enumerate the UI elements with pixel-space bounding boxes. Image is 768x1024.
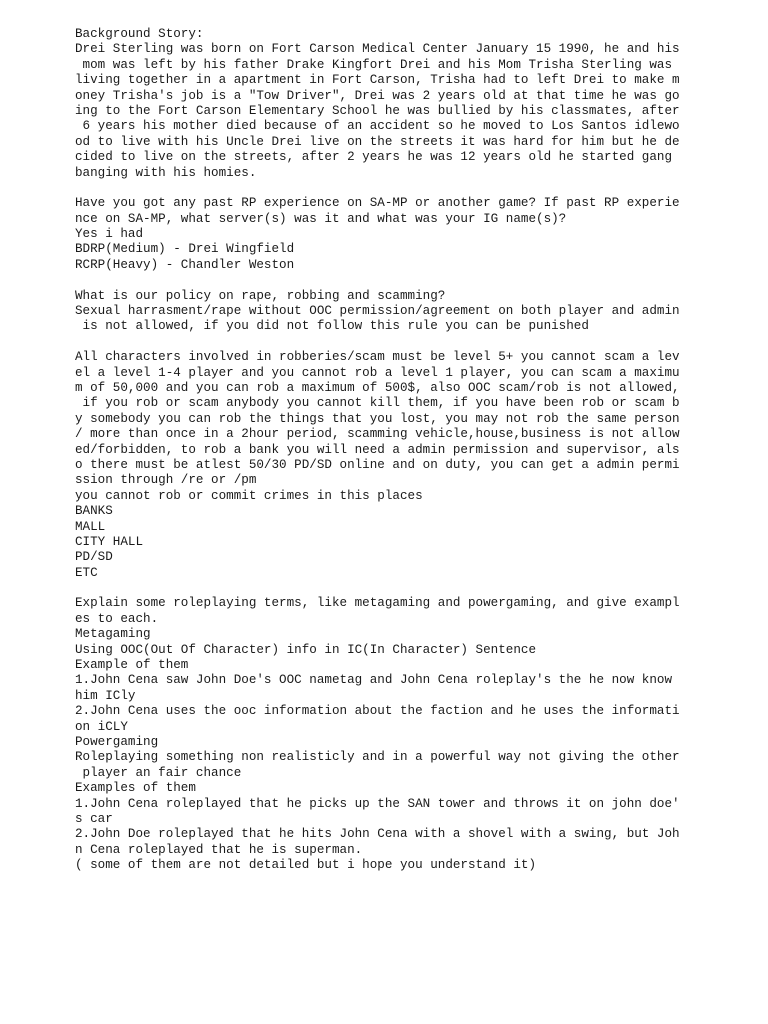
document-line: ing to the Fort Carson Elementary School he was bullied by his classmates, after bbox=[75, 103, 680, 118]
document-line: 2.John Doe roleplayed that he hits John Cena with a shovel with a swing, but Joh bbox=[75, 827, 680, 842]
document-line bbox=[75, 273, 695, 288]
document-line: Examples of them bbox=[75, 781, 196, 796]
document-line: oney Trisha's job is a "Tow Driver", Drei was 2 years old at that time he was go bbox=[75, 88, 680, 103]
document-line: ( some of them are not detailed but i hope you understand it) bbox=[75, 858, 537, 873]
document-line: n Cena roleplayed that he is superman. bbox=[75, 842, 363, 857]
document-line: All characters involved in robberies/scam must be level 5+ you cannot scam a lev bbox=[75, 350, 680, 365]
document-line: BANKS bbox=[75, 504, 113, 519]
document-line: 1.John Cena roleplayed that he picks up the SAN tower and throws it on john doe' bbox=[75, 796, 680, 811]
document-line: living together in a apartment in Fort Carson, Trisha had to left Drei to make m bbox=[75, 73, 680, 88]
document-line: him ICly bbox=[75, 688, 136, 703]
document-line: ETC bbox=[75, 565, 98, 580]
document-line: Explain some roleplaying terms, like metagaming and powergaming, and give exampl bbox=[75, 596, 680, 611]
document-line bbox=[75, 335, 695, 350]
document-line: s car bbox=[75, 811, 113, 826]
document-line: nce on SA-MP, what server(s) was it and what was your IG name(s)? bbox=[75, 211, 567, 226]
document-line: MALL bbox=[75, 519, 106, 534]
document-line: Yes i had bbox=[75, 227, 144, 242]
document-line: Roleplaying something non realisticly and in a powerful way not giving the other bbox=[75, 750, 680, 765]
document-line: 1.John Cena saw John Doe's OOC nametag and John Cena roleplay's the he now know bbox=[75, 673, 673, 688]
document-line: 6 years his mother died because of an accident so he moved to Los Santos idlewo bbox=[75, 119, 680, 134]
document-line bbox=[75, 581, 695, 596]
document-line: player an fair chance bbox=[75, 765, 242, 780]
document-line: What is our policy on rape, robbing and scamming? bbox=[75, 288, 446, 303]
document-line: Drei Sterling was born on Fort Carson Medical Center January 15 1990, he and his bbox=[75, 42, 680, 57]
document-line: y somebody you can rob the things that you lost, you may not rob the same person bbox=[75, 411, 680, 426]
document-line: ed/forbidden, to rob a bank you will need a admin permission and supervisor, als bbox=[75, 442, 680, 457]
document-line: mom was left by his father Drake Kingfort Drei and his Mom Trisha Sterling was bbox=[75, 57, 673, 72]
document-line: m of 50,000 and you can rob a maximum of 500$, also OOC scam/rob is not allowed, bbox=[75, 380, 680, 395]
document-line: od to live with his Uncle Drei live on the streets it was hard for him but he de bbox=[75, 134, 680, 149]
document-line: 2.John Cena uses the ooc information about the faction and he uses the informati bbox=[75, 704, 680, 719]
document-line: BDRP(Medium) - Drei Wingfield bbox=[75, 242, 295, 257]
document-line: es to each. bbox=[75, 611, 159, 626]
document-line: ssion through /re or /pm bbox=[75, 473, 257, 488]
document-body bbox=[75, 27, 695, 873]
document-line: el a level 1-4 player and you cannot rob a level 1 player, you can scam a maximu bbox=[75, 365, 680, 380]
document-line: Background Story: bbox=[75, 27, 204, 41]
document-line: PD/SD bbox=[75, 550, 113, 565]
document-line: on iCLY bbox=[75, 719, 128, 734]
document-line: banging with his homies. bbox=[75, 165, 257, 180]
document-line: / more than once in a 2hour period, scamming vehicle,house,business is not allow bbox=[75, 427, 680, 442]
document-line bbox=[75, 181, 695, 196]
document-line: RCRP(Heavy) - Chandler Weston bbox=[75, 257, 295, 272]
document-line: cided to live on the streets, after 2 years he was 12 years old he started gang bbox=[75, 150, 673, 165]
document-line: if you rob or scam anybody you cannot kill them, if you have been rob or scam b bbox=[75, 396, 680, 411]
document-line: Sexual harrasment/rape without OOC permission/agreement on both player and admin bbox=[75, 304, 680, 319]
document-line: Powergaming bbox=[75, 734, 159, 749]
document-line: Example of them bbox=[75, 658, 189, 673]
document-line: Metagaming bbox=[75, 627, 151, 642]
document-line: you cannot rob or commit crimes in this places bbox=[75, 488, 423, 503]
document-line: CITY HALL bbox=[75, 534, 144, 549]
document-line: Have you got any past RP experience on SA-MP or another game? If past RP experie bbox=[75, 196, 680, 211]
document-line: is not allowed, if you did not follow this rule you can be punished bbox=[75, 319, 589, 334]
document-line: Using OOC(Out Of Character) info in IC(In Character) Sentence bbox=[75, 642, 537, 657]
document-line: o there must be atlest 50/30 PD/SD online and on duty, you can get a admin permi bbox=[75, 457, 680, 472]
